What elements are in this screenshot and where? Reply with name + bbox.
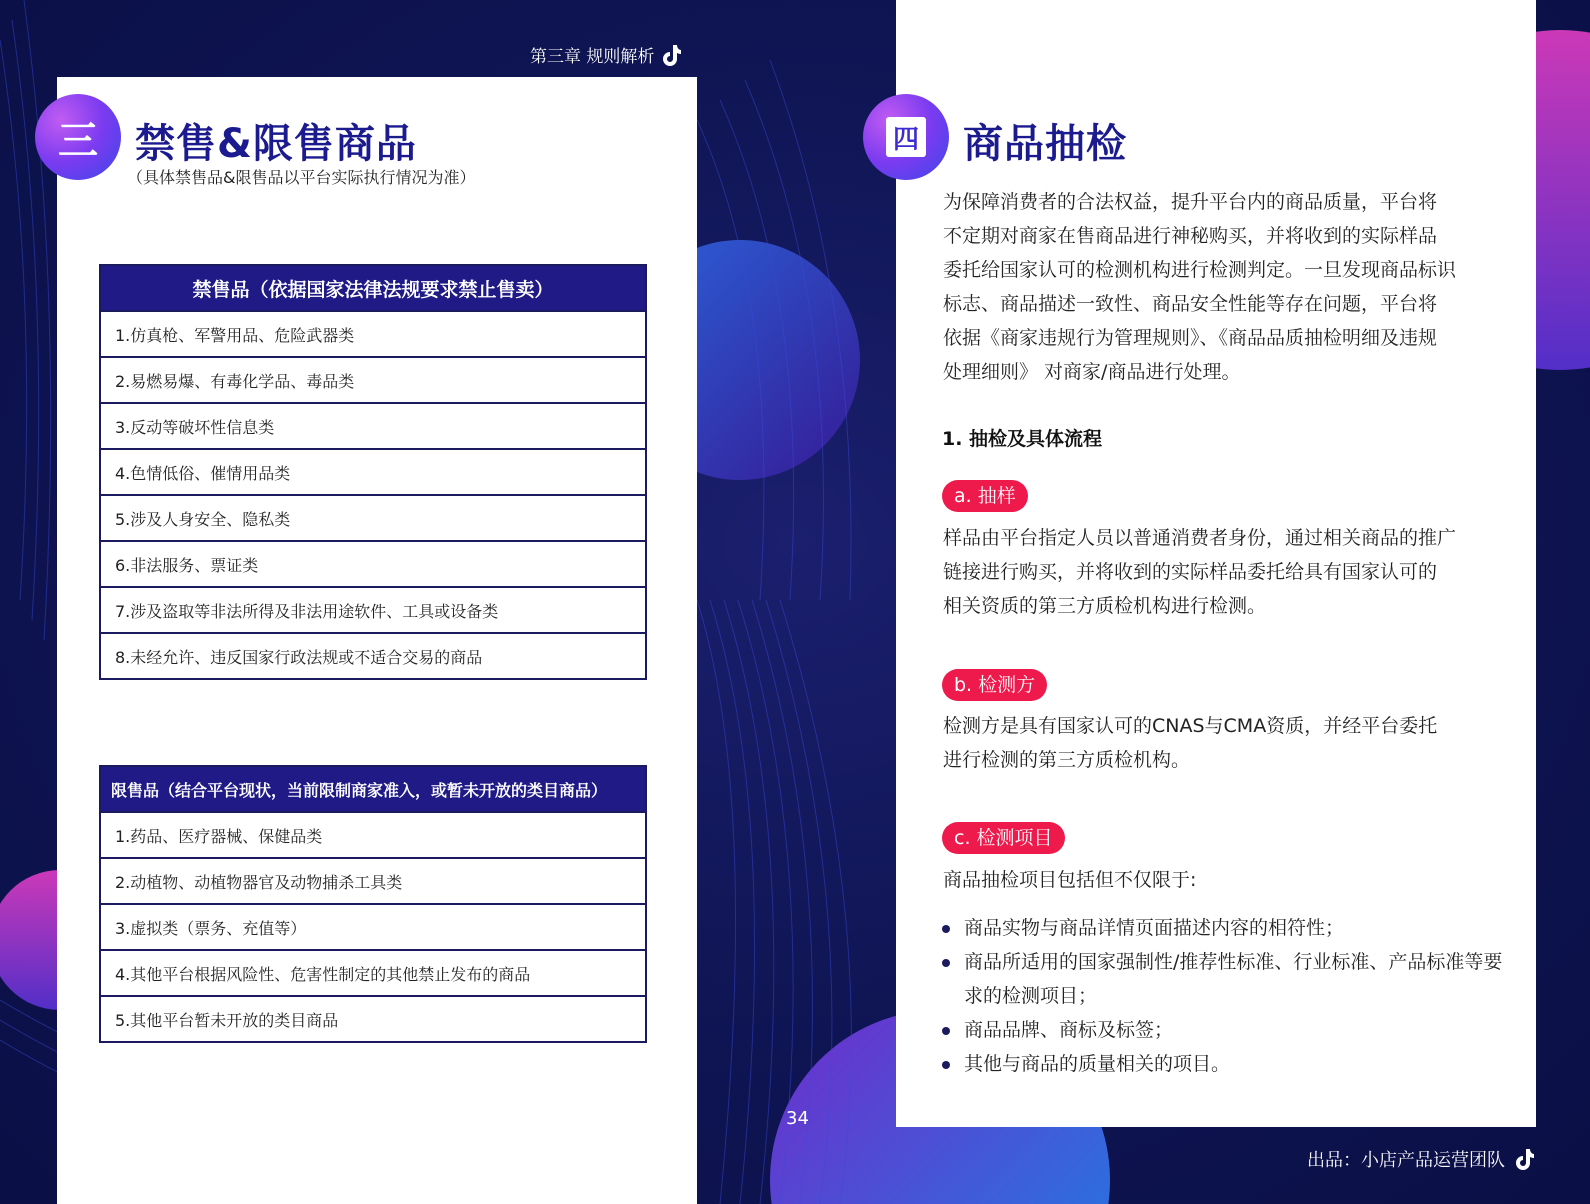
intro-line: 委托给国家认可的检测机构进行检测判定。一旦发现商品标识 bbox=[943, 259, 1457, 281]
intro-line: 为保障消费者的合法权益，提升平台内的商品质量，平台将 bbox=[943, 191, 1438, 213]
bullet-icon bbox=[942, 925, 950, 933]
table-row: 2.动植物、动植物器官及动物捕杀工具类 bbox=[100, 858, 646, 904]
intro-line: 处理细则》 对商家/商品进行处理。 bbox=[943, 361, 1241, 383]
step-a-label: a. 抽样 bbox=[942, 480, 1028, 512]
list-item-text: 商品品牌、商标及标签； bbox=[964, 1019, 1174, 1041]
check-items-list bbox=[940, 911, 1510, 1081]
table-row: 7.涉及盗取等非法所得及非法用途软件、工具或设备类 bbox=[100, 587, 646, 633]
intro-line: 不定期对商家在售商品进行神秘购买，并将收到的实际样品 bbox=[943, 225, 1438, 247]
table-row: 2.易燃易爆、有毒化学品、毒品类 bbox=[100, 357, 646, 403]
text-line: 样品由平台指定人员以普通消费者身份，通过相关商品的推广 bbox=[943, 527, 1457, 549]
table-row: 1.仿真枪、军警用品、危险武器类 bbox=[100, 311, 646, 357]
section-number-badge bbox=[863, 94, 949, 180]
table-row: 4.其他平台根据风险性、危害性制定的其他禁止发布的商品 bbox=[100, 950, 646, 996]
table-row: 5.其他平台暂未开放的类目商品 bbox=[100, 996, 646, 1042]
section-title: 商品抽检 bbox=[963, 121, 1127, 167]
prohibited-table bbox=[99, 264, 647, 680]
text-line: 进行检测的第三方质检机构。 bbox=[943, 749, 1191, 771]
section-number: 四 bbox=[886, 117, 926, 157]
intro-line: 依据《商家违规行为管理规则》、《商品品质抽检明细及违规 bbox=[943, 327, 1438, 349]
footer-text: 出品：小店产品运营团队 bbox=[1307, 1150, 1505, 1171]
bullet-icon bbox=[942, 1027, 950, 1035]
intro-line: 标志、商品描述一致性、商品安全性能等存在问题，平台将 bbox=[943, 293, 1438, 315]
text-line: 检测方是具有国家认可的CNAS与CMA资质，并经平台委托 bbox=[943, 715, 1438, 737]
bullet-icon bbox=[942, 1061, 950, 1069]
table-row: 3.反动等破坏性信息类 bbox=[100, 403, 646, 449]
restricted-table bbox=[99, 765, 647, 1043]
step-b-label: b. 检测方 bbox=[942, 669, 1047, 701]
prohibited-table-header: 禁售品（依据国家法律法规要求禁止售卖） bbox=[100, 265, 646, 311]
chapter-header bbox=[530, 42, 682, 67]
list-item bbox=[940, 1047, 1510, 1081]
section-title: 禁售&限售商品 bbox=[135, 121, 417, 167]
table-row: 1.药品、医疗器械、保健品类 bbox=[100, 812, 646, 858]
table-row: 8.未经允许、违反国家行政法规或不适合交易的商品 bbox=[100, 633, 646, 679]
list-item-text: 商品所适用的国家强制性/推荐性标准、行业标准、产品标准等要求的检测项目； bbox=[964, 951, 1503, 1007]
section-number-badge bbox=[35, 94, 121, 180]
intro-paragraph bbox=[943, 185, 1523, 389]
step-a-text bbox=[943, 521, 1523, 623]
table-row: 4.色情低俗、催情用品类 bbox=[100, 449, 646, 495]
text-line: 链接进行购买，并将收到的实际样品委托给具有国家认可的 bbox=[943, 561, 1438, 583]
tiktok-logo-icon bbox=[660, 43, 682, 67]
chapter-label: 第三章 规则解析 bbox=[530, 47, 655, 67]
step-c-intro: 商品抽检项目包括但不仅限于: bbox=[943, 869, 1197, 891]
list-item bbox=[940, 1013, 1510, 1047]
table-row: 6.非法服务、票证类 bbox=[100, 541, 646, 587]
subsection-heading: 1. 抽检及具体流程 bbox=[942, 428, 1103, 450]
step-b-text bbox=[943, 709, 1523, 777]
table-row: 5.涉及人身安全、隐私类 bbox=[100, 495, 646, 541]
restricted-table-header: 限售品（结合平台现状，当前限制商家准入，或暂未开放的类目商品） bbox=[100, 766, 646, 812]
step-c-label: c. 检测项目 bbox=[942, 822, 1065, 854]
list-item-text: 其他与商品的质量相关的项目。 bbox=[964, 1053, 1231, 1075]
bullet-icon bbox=[942, 959, 950, 967]
table-row: 3.虚拟类（票务、充值等） bbox=[100, 904, 646, 950]
text-line: 相关资质的第三方质检机构进行检测。 bbox=[943, 595, 1267, 617]
list-item bbox=[940, 945, 1510, 1013]
page-number: 34 bbox=[786, 1108, 809, 1129]
tiktok-logo-icon bbox=[1513, 1147, 1535, 1171]
list-item bbox=[940, 911, 1510, 945]
footer-credit bbox=[1307, 1146, 1535, 1172]
section-number: 三 bbox=[58, 117, 98, 164]
section-subtitle: （具体禁售品&限售品以平台实际执行情况为准） bbox=[127, 168, 476, 187]
list-item-text: 商品实物与商品详情页面描述内容的相符性； bbox=[964, 917, 1345, 939]
